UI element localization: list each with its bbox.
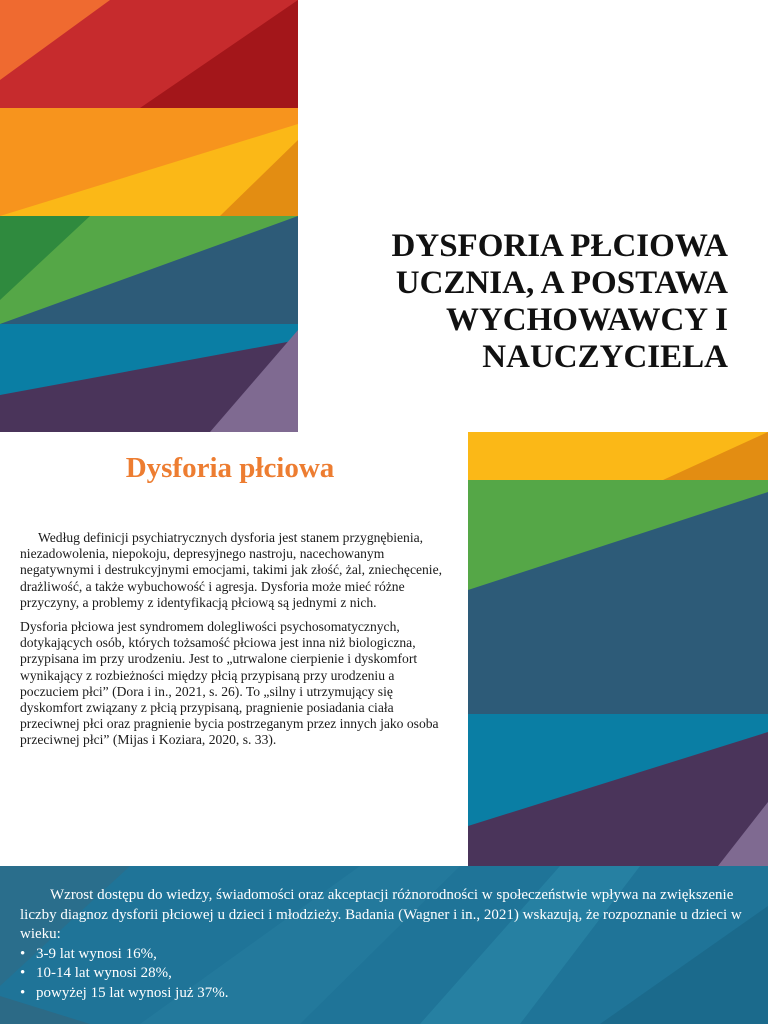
- age-statistics-list: [20, 945, 752, 1004]
- bullet-icon: •: [20, 945, 26, 962]
- title-artwork: [0, 0, 298, 432]
- list-item-text: powyżej 15 lat wynosi już 37%.: [36, 984, 229, 1001]
- statistics-panel: [0, 866, 768, 1024]
- list-item: [20, 964, 752, 984]
- list-item-text: 3-9 lat wynosi 16%,: [36, 945, 157, 962]
- gender-dysphoria-paragraph: Dysforia płciowa jest syndromem dolegliwości psychosomatycznych, dotykających osób, których tożsamość płciowa jest inna niż biologiczna, przypisana im przy urodzeniu. Jest to „utrwalone cierpienie i dyskomfort wynikający z rozbieżności między płcią przypisaną przy urodzeniu a poczuciem płci” (Dora i in., 2021, s. 26). To „silny i utrzymujący się dyskomfort związany z płcią przypisaną, pragnienie posiadania ciała przeciwnej płci oraz pragnienie bycia postrzeganym przez innych jako osoba przeciwnej płci” (Mijas i Koziara, 2020, s. 33).: [20, 619, 439, 748]
- section-heading: Dysforia płciowa: [125, 452, 335, 484]
- rainbow-stripes-graphic: [0, 0, 298, 432]
- rainbow-stripes-graphic: [468, 432, 768, 866]
- list-item: [20, 984, 752, 1004]
- bullet-icon: •: [20, 965, 26, 981]
- list-item-text: 10-14 lat wynosi 28%,: [36, 965, 172, 981]
- definition-paragraph: Według definicji psychiatrycznych dysforia jest stanem przygnębienia, niezadowolenia, niepokoju, depresyjnego nastroju, nacechowanym negatywnymi i destrukcyjnymi emocjami, takimi jak złość, żal, zniechęcenie, drażliwość, a także wybuchowość i agresja. Dysforia może mieć różne przyczyny, a problemy z identyfikacją płciową są jednymi z nich.: [20, 530, 443, 610]
- definition-text: [20, 530, 450, 757]
- presentation-title: DYSFORIA PŁCIOWA UCZNIA, A POSTAWA WYCHOWAWCY I NAUCZYCIELA: [391, 228, 728, 375]
- bullet-icon: •: [20, 984, 26, 1001]
- statistics-text: [20, 886, 752, 1003]
- side-artwork: [468, 432, 768, 866]
- statistics-intro: Wzrost dostępu do wiedzy, świadomości oraz akceptacji różnorodności w społeczeństwie wpływa na zwiększenie liczby diagnoz dysforii płciowej u dzieci i młodzieży. Badania (Wagner i in., 2021) wskazują, że rozpoznanie u dzieci w wieku:: [20, 887, 742, 942]
- list-item: [20, 945, 752, 965]
